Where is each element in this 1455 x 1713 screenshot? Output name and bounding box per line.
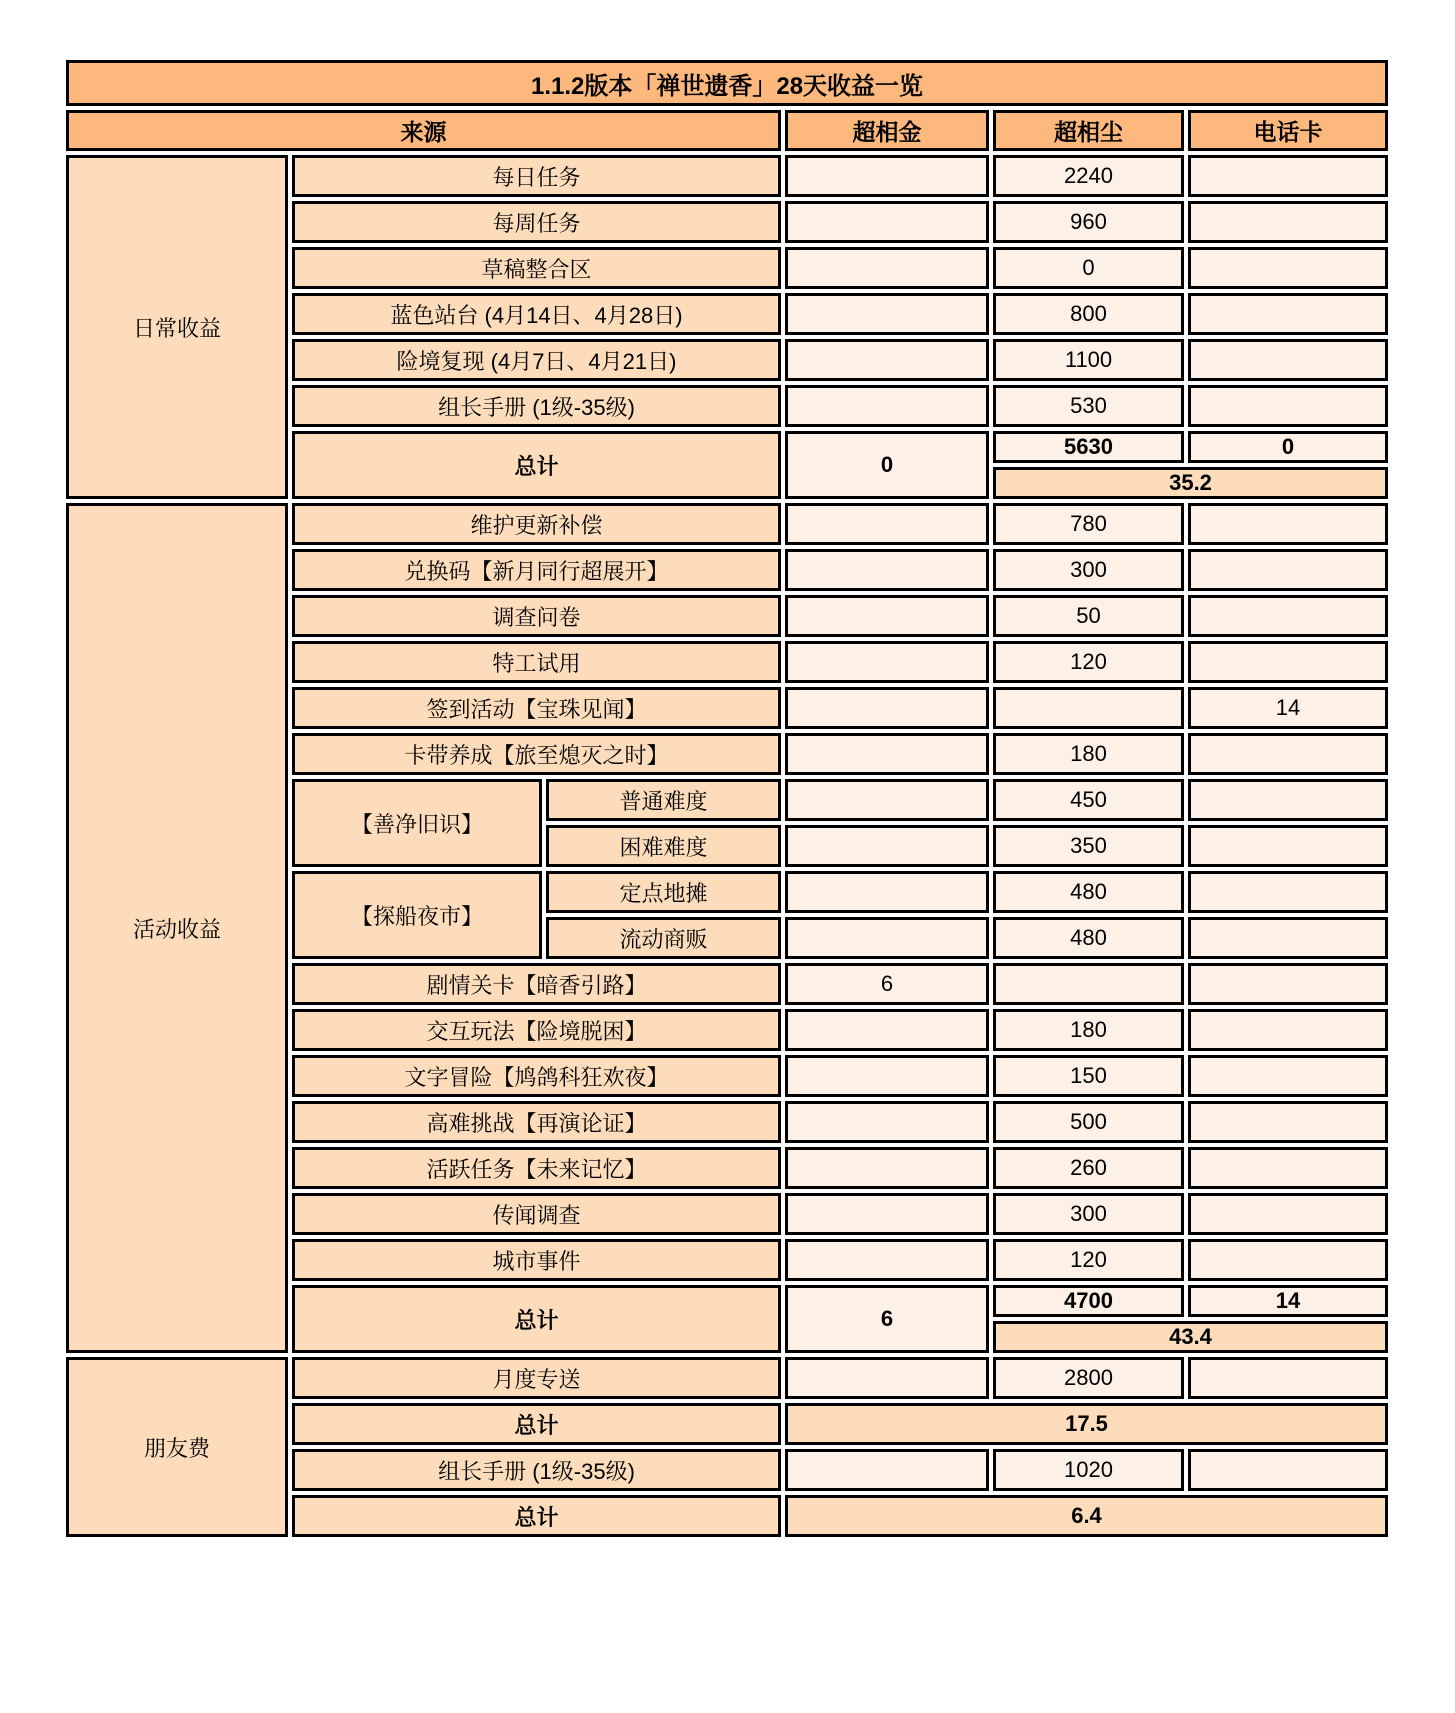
- card-cell: [1188, 201, 1388, 243]
- total-gold-cell: 0: [785, 431, 989, 499]
- gold-cell: [785, 687, 989, 729]
- row-label: 传闻调查: [292, 1193, 781, 1235]
- total-card-cell: 0: [1188, 431, 1388, 463]
- dust-cell: 960: [993, 201, 1184, 243]
- row-label: 调查问卷: [292, 595, 781, 637]
- header-dust: 超相尘: [993, 110, 1184, 151]
- dust-cell: 500: [993, 1101, 1184, 1143]
- header-gold: 超相金: [785, 110, 989, 151]
- gold-cell: [785, 247, 989, 289]
- dust-cell: 1020: [993, 1449, 1184, 1491]
- table-row: [66, 155, 1388, 197]
- dust-cell: 480: [993, 917, 1184, 959]
- card-cell: [1188, 825, 1388, 867]
- row-label: 月度专送: [292, 1357, 781, 1399]
- row-label: 交互玩法【险境脱困】: [292, 1009, 781, 1051]
- gold-cell: [785, 385, 989, 427]
- header-card: 电话卡: [1188, 110, 1388, 151]
- gold-cell: [785, 779, 989, 821]
- total-label: 总计: [292, 1495, 781, 1537]
- income-table: [62, 56, 1392, 1541]
- table-row: [66, 1357, 1388, 1399]
- card-cell: [1188, 549, 1388, 591]
- total-sum-cell: 43.4: [993, 1321, 1388, 1353]
- dust-cell: 530: [993, 385, 1184, 427]
- dust-cell: 0: [993, 247, 1184, 289]
- card-cell: [1188, 1449, 1388, 1491]
- gold-cell: [785, 549, 989, 591]
- gold-cell: [785, 155, 989, 197]
- row-label: 蓝色站台 (4月14日、4月28日): [292, 293, 781, 335]
- row-label: 签到活动【宝珠见闻】: [292, 687, 781, 729]
- card-cell: [1188, 917, 1388, 959]
- dust-cell: 150: [993, 1055, 1184, 1097]
- section-label-daily: 日常收益: [66, 155, 288, 499]
- dust-cell: 260: [993, 1147, 1184, 1189]
- dust-cell: 120: [993, 641, 1184, 683]
- gold-cell: [785, 1147, 989, 1189]
- sub-label: 定点地摊: [546, 871, 781, 913]
- gold-cell: [785, 871, 989, 913]
- card-cell: [1188, 641, 1388, 683]
- dust-cell: 1100: [993, 339, 1184, 381]
- sub-label: 困难难度: [546, 825, 781, 867]
- card-cell: [1188, 595, 1388, 637]
- row-label: 剧情关卡【暗香引路】: [292, 963, 781, 1005]
- dust-cell: 800: [993, 293, 1184, 335]
- card-cell: [1188, 779, 1388, 821]
- card-cell: [1188, 1357, 1388, 1399]
- section-label-activity: 活动收益: [66, 503, 288, 1353]
- dust-cell: 180: [993, 733, 1184, 775]
- card-cell: [1188, 503, 1388, 545]
- row-label: 高难挑战【再演论证】: [292, 1101, 781, 1143]
- gold-cell: [785, 201, 989, 243]
- gold-cell: [785, 1193, 989, 1235]
- total-label: 总计: [292, 1285, 781, 1353]
- dust-cell: 50: [993, 595, 1184, 637]
- card-cell: [1188, 385, 1388, 427]
- gold-cell: [785, 293, 989, 335]
- gold-cell: [785, 641, 989, 683]
- row-label: 文字冒险【鸠鸽科狂欢夜】: [292, 1055, 781, 1097]
- row-label: 卡带养成【旅至熄灭之时】: [292, 733, 781, 775]
- card-cell: 14: [1188, 687, 1388, 729]
- gold-cell: [785, 339, 989, 381]
- header-row: [66, 110, 1388, 151]
- row-label: 兑换码【新月同行超展开】: [292, 549, 781, 591]
- gold-cell: [785, 825, 989, 867]
- dust-cell: [993, 963, 1184, 1005]
- dust-cell: 2240: [993, 155, 1184, 197]
- gold-cell: [785, 595, 989, 637]
- card-cell: [1188, 247, 1388, 289]
- dust-cell: 780: [993, 503, 1184, 545]
- card-cell: [1188, 155, 1388, 197]
- dust-cell: 450: [993, 779, 1184, 821]
- dust-cell: 350: [993, 825, 1184, 867]
- dust-cell: 300: [993, 549, 1184, 591]
- row-label: 每周任务: [292, 201, 781, 243]
- card-cell: [1188, 1055, 1388, 1097]
- dust-cell: 300: [993, 1193, 1184, 1235]
- card-cell: [1188, 1147, 1388, 1189]
- title-row: [66, 60, 1388, 106]
- gold-cell: [785, 1449, 989, 1491]
- gold-cell: [785, 917, 989, 959]
- gold-cell: [785, 1055, 989, 1097]
- row-label: 特工试用: [292, 641, 781, 683]
- total-sum-cell: 6.4: [785, 1495, 1388, 1537]
- row-label: 维护更新补偿: [292, 503, 781, 545]
- total-label: 总计: [292, 1403, 781, 1445]
- sub-label: 流动商贩: [546, 917, 781, 959]
- card-cell: [1188, 1193, 1388, 1235]
- dust-cell: 120: [993, 1239, 1184, 1281]
- total-dust-cell: 5630: [993, 431, 1184, 463]
- table-title: 1.1.2版本「禅世遗香」28天收益一览: [66, 60, 1388, 106]
- total-sum-cell: 35.2: [993, 467, 1388, 499]
- card-cell: [1188, 1239, 1388, 1281]
- card-cell: [1188, 1101, 1388, 1143]
- total-label: 总计: [292, 431, 781, 499]
- gold-cell: [785, 1101, 989, 1143]
- total-gold-cell: 6: [785, 1285, 989, 1353]
- gold-cell: [785, 1357, 989, 1399]
- row-label: 城市事件: [292, 1239, 781, 1281]
- dust-cell: 480: [993, 871, 1184, 913]
- gold-cell: [785, 503, 989, 545]
- gold-cell: [785, 1009, 989, 1051]
- card-cell: [1188, 733, 1388, 775]
- row-label: 组长手册 (1级-35级): [292, 385, 781, 427]
- gold-cell: 6: [785, 963, 989, 1005]
- section-label-friend: 朋友费: [66, 1357, 288, 1537]
- dust-cell: [993, 687, 1184, 729]
- sub-label: 普通难度: [546, 779, 781, 821]
- card-cell: [1188, 339, 1388, 381]
- card-cell: [1188, 963, 1388, 1005]
- card-cell: [1188, 871, 1388, 913]
- table-row: [66, 503, 1388, 545]
- group-label: 【善净旧识】: [292, 779, 542, 867]
- gold-cell: [785, 1239, 989, 1281]
- row-label: 险境复现 (4月7日、4月21日): [292, 339, 781, 381]
- row-label: 草稿整合区: [292, 247, 781, 289]
- dust-cell: 2800: [993, 1357, 1184, 1399]
- header-source: 来源: [66, 110, 781, 151]
- row-label: 每日任务: [292, 155, 781, 197]
- total-sum-cell: 17.5: [785, 1403, 1388, 1445]
- card-cell: [1188, 1009, 1388, 1051]
- group-label: 【探船夜市】: [292, 871, 542, 959]
- card-cell: [1188, 293, 1388, 335]
- total-card-cell: 14: [1188, 1285, 1388, 1317]
- gold-cell: [785, 733, 989, 775]
- row-label: 组长手册 (1级-35级): [292, 1449, 781, 1491]
- row-label: 活跃任务【未来记忆】: [292, 1147, 781, 1189]
- dust-cell: 180: [993, 1009, 1184, 1051]
- total-dust-cell: 4700: [993, 1285, 1184, 1317]
